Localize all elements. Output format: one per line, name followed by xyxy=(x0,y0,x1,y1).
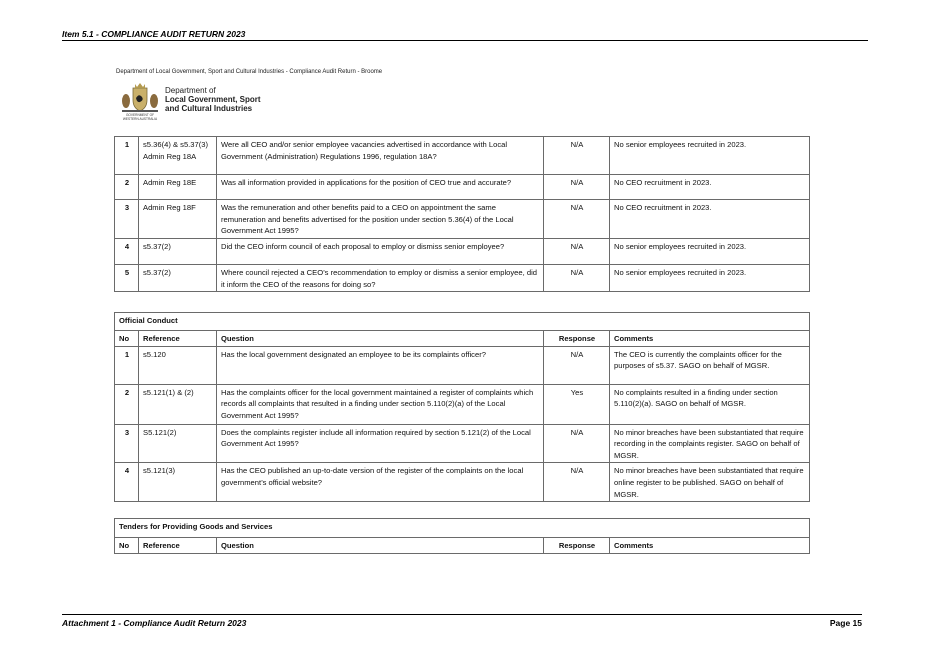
row-response: N/A xyxy=(544,463,610,502)
crest-kangaroo xyxy=(122,94,130,108)
document-subheader: Department of Local Government, Sport and Cultural Industries - Compliance Audit Return - Broome xyxy=(116,69,383,75)
row-reference: Admin Reg 18E xyxy=(139,175,217,200)
logo-caption: GOVERNMENT OF WESTERN AUSTRALIA xyxy=(122,113,158,121)
table-row xyxy=(115,265,810,292)
row-no: 1 xyxy=(115,137,139,175)
col-header-comments: Comments xyxy=(610,331,810,347)
row-comment: No CEO recruitment in 2023. xyxy=(610,200,810,239)
row-comment: No CEO recruitment in 2023. xyxy=(610,175,810,200)
section-header-row xyxy=(115,313,810,331)
row-question: Has the local government designated an employee to be its complaints officer? xyxy=(217,346,544,384)
row-no: 4 xyxy=(115,239,139,265)
logo-line1: Department of xyxy=(165,86,216,95)
logo-line2: Local Government, Sport xyxy=(165,95,261,104)
row-comment: No senior employees recruited in 2023. xyxy=(610,265,810,292)
column-header-row xyxy=(115,538,810,554)
table-row xyxy=(115,175,810,200)
row-response: Yes xyxy=(544,384,610,424)
compliance-table-official-conduct xyxy=(114,312,810,502)
row-reference: Admin Reg 18F xyxy=(139,200,217,239)
col-header-question: Question xyxy=(217,538,544,554)
row-question: Was the remuneration and other benefits paid to a CEO on appointment the same remuneration and benefits advertised for the position under section 5.36(4) of the Local Government Act 1995? xyxy=(217,200,544,239)
section-title: Tenders for Providing Goods and Services xyxy=(115,519,810,538)
crest-crown xyxy=(135,83,145,88)
crest-base xyxy=(122,110,158,112)
col-header-comments: Comments xyxy=(610,538,810,554)
table-row xyxy=(115,384,810,424)
table-row xyxy=(115,346,810,384)
row-reference: s5.37(2) xyxy=(139,265,217,292)
row-question: Where council rejected a CEO’s recommendation to employ or dismiss a senior employee, did it inform the CEO of the reasons for doing so? xyxy=(217,265,544,292)
col-header-no: No xyxy=(115,331,139,347)
row-comment: No complaints resulted in a finding under section 5.110(2)(a). SAGO on behalf of MGSR. xyxy=(610,384,810,424)
col-header-response: Response xyxy=(544,538,610,554)
table-row xyxy=(115,424,810,463)
row-response: N/A xyxy=(544,175,610,200)
column-header-row xyxy=(115,331,810,347)
footer-title: Attachment 1 - Compliance Audit Return 2023 xyxy=(62,618,247,628)
row-no: 1 xyxy=(115,346,139,384)
row-no: 3 xyxy=(115,424,139,463)
row-question: Has the CEO published an up-to-date version of the register of the complaints on the local government’s official website? xyxy=(217,463,544,502)
row-response: N/A xyxy=(544,137,610,175)
compliance-table-recruitment xyxy=(114,136,810,292)
row-response: N/A xyxy=(544,200,610,239)
row-response: N/A xyxy=(544,265,610,292)
row-no: 4 xyxy=(115,463,139,502)
row-comment: No senior employees recruited in 2023. xyxy=(610,239,810,265)
col-header-question: Question xyxy=(217,331,544,347)
row-response: N/A xyxy=(544,424,610,463)
row-reference: s5.37(2) xyxy=(139,239,217,265)
row-comment: No minor breaches have been substantiated that require online register to be published. SAGO on behalf of MGSR. xyxy=(610,463,810,502)
row-reference: s5.36(4) & s5.37(3) Admin Reg 18A xyxy=(139,137,217,175)
page-footer xyxy=(62,614,862,628)
row-no: 5 xyxy=(115,265,139,292)
crest-kangaroo-right xyxy=(150,94,158,108)
row-response: N/A xyxy=(544,239,610,265)
row-reference: s5.121(3) xyxy=(139,463,217,502)
row-question: Was all information provided in applications for the position of CEO true and accurate? xyxy=(217,175,544,200)
logo-text xyxy=(165,86,261,113)
row-question: Did the CEO inform council of each proposal to employ or dismiss senior employee? xyxy=(217,239,544,265)
col-header-no: No xyxy=(115,538,139,554)
table-row xyxy=(115,463,810,502)
section-header-row xyxy=(115,519,810,538)
table-row xyxy=(115,200,810,239)
page-header: Item 5.1 - COMPLIANCE AUDIT RETURN 2023 xyxy=(62,29,868,41)
logo-line3: and Cultural Industries xyxy=(165,104,253,113)
row-no: 2 xyxy=(115,175,139,200)
row-comment: No minor breaches have been substantiated that require recording in the complaints register. SAGO on behalf of MGSR. xyxy=(610,424,810,463)
compliance-table-tenders xyxy=(114,518,810,554)
row-question: Does the complaints register include all information required by section 5.121(2) of the Local Government Act 1995? xyxy=(217,424,544,463)
wa-crest-logo xyxy=(120,82,160,114)
table-row xyxy=(115,239,810,265)
row-no: 3 xyxy=(115,200,139,239)
col-header-response: Response xyxy=(544,331,610,347)
page-number: Page 15 xyxy=(829,618,862,628)
row-response: N/A xyxy=(544,346,610,384)
col-header-reference: Reference xyxy=(139,538,217,554)
row-question: Has the complaints officer for the local government maintained a register of complaints which records all complaints that resulted in a finding under section 5.110(2)(a) of the Local Government Act 1995? xyxy=(217,384,544,424)
row-reference: s5.121(1) & (2) xyxy=(139,384,217,424)
row-comment: No senior employees recruited in 2023. xyxy=(610,137,810,175)
row-comment: The CEO is currently the complaints officer for the purposes of s5.37. SAGO on behalf of MGSR. xyxy=(610,346,810,384)
row-no: 2 xyxy=(115,384,139,424)
row-reference: s5.120 xyxy=(139,346,217,384)
row-question: Were all CEO and/or senior employee vacancies advertised in accordance with Local Government (Administration) Regulations 1996, regulation 18A? xyxy=(217,137,544,175)
col-header-reference: Reference xyxy=(139,331,217,347)
row-reference: S5.121(2) xyxy=(139,424,217,463)
section-title: Official Conduct xyxy=(115,313,810,331)
table-row xyxy=(115,137,810,175)
